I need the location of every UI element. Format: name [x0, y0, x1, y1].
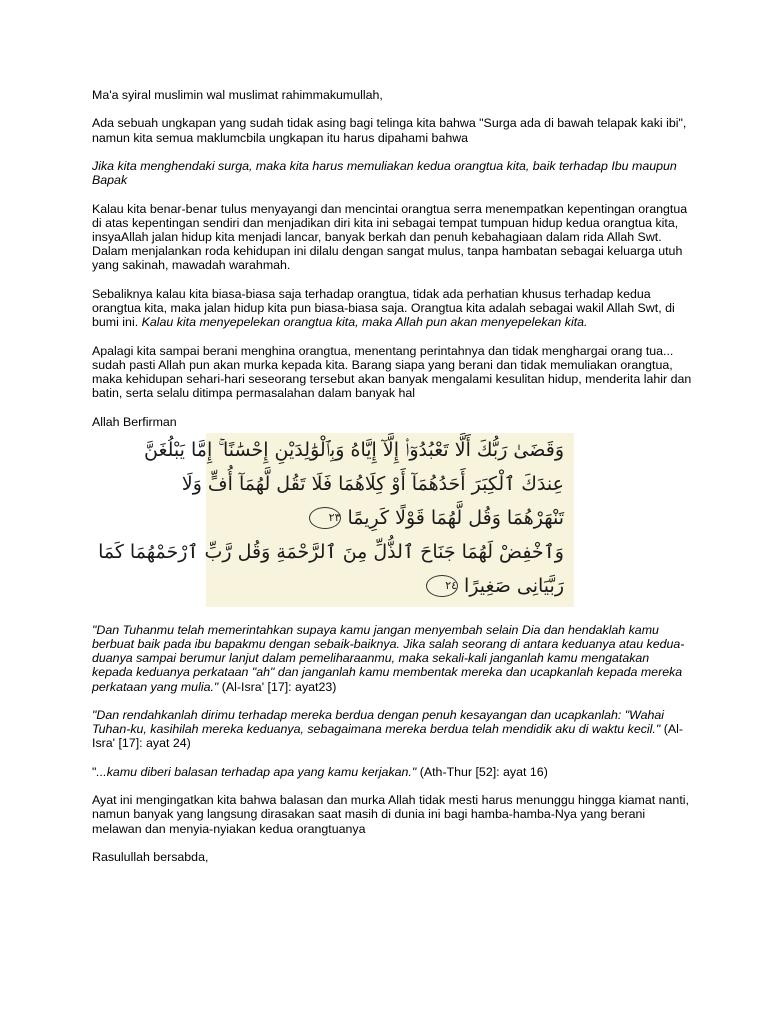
quran-verse-image	[98, 433, 574, 607]
arabic-line-2: عِندَكَ ٱلْكِبَرَ أَحَدُهُمَآ أَوْ كِلَاهُمَا فَلَا تَقُل لَّهُمَآ أُفٍّ وَلَا	[181, 472, 564, 495]
document-body	[92, 88, 692, 878]
open-quote: "	[92, 764, 97, 779]
ayah-number-23: ٢٣	[309, 507, 341, 529]
arabic-line-5-text: رَبَّيَانِى صَغِيرًا	[464, 574, 564, 597]
translation-ath-thur	[92, 765, 692, 779]
citation-ayat-24: (Al-Isra' [17]: ayat 24)	[92, 722, 683, 751]
arabic-line-3	[206, 501, 574, 535]
paragraph-conversely-text: Sebaliknya kalau kita biasa-biasa saja terhadap orangtua, tidak ada perhatian khusus terhadap kedua orangtua kita, maka jalan hidup kita pun biasa-biasa saja. Orangtua kita adalah sebagai wakil Allah Swt, di bumi ini.	[92, 286, 675, 330]
ayah-number-24: ٢٤	[426, 575, 458, 597]
citation-ayat-23: (Al-Isra' [17]: ayat23)	[218, 679, 337, 694]
paragraph-conversely-italic: Kalau kita menyepelekan orangtua kita, maka Allah pun akan menyepelekan kita.	[141, 315, 588, 330]
arabic-line-5	[206, 569, 574, 603]
arabic-line-1: وَقَضَىٰ رَبُّكَ أَلَّا تَعْبُدُوٓا۟ إِلَّآ إِيَّاهُ وَبِٱلْوَٰلِدَيْنِ إِحْسَٰنًا ۚ إِمَّا يَبْلُغَنَّ	[144, 438, 564, 461]
arabic-line-3-text: تَنْهَرْهُمَا وَقُل لَّهُمَا قَوْلًا كَرِيمًا	[347, 506, 564, 529]
paragraph-intro: Ada sebuah ungkapan yang sudah tidak asing bagi telinga kita bahwa "Surga ada di bawah telapak kaki ibi", namun kita semua maklumcbila ungkapan itu harus dipahami bahwa	[92, 116, 687, 145]
translation-ayat-24	[92, 708, 692, 751]
paragraph-love-parents: Kalau kita benar-benar tulus menyayangi dan mencintai orangtua serra menempatkan kepentingan orangtua di atas kepentingan sendiri dan menjadikan diri kita ini sebagai tempat tumpuan hidup kedua orangtua kita, insyaAllah jalan hidup kita menjadi lancar, banyak berkah dan penuh kebahagiaan dalam rida Allah Swt. Dalam menjalankan roda kehidupan ini dilalu dengan sangat mulus, tanpa hambatan sebagai keluarga utuh yang sakinah, mawadah warahmah.	[92, 201, 688, 273]
paragraph-italic-thesis: Jika kita menghendaki surga, maka kita harus memuliakan kedua orangtua kita, baik terhadap Ibu maupun Bapak	[92, 158, 677, 188]
translation-ayat-24-text: "Dan rendahkanlah dirimu terhadap mereka berdua dengan penuh kesayangan dan ucapkanlah: "Wahai Tuhan-ku, kasihilah mereka keduanya, sebagaimana mereka berdua telah mendidik aku di waktu kecil."	[92, 707, 665, 737]
allah-berfirman-heading: Allah Berfirman	[92, 414, 177, 429]
paragraph-reminder: Ayat ini mengingatkan kita bahwa balasan dan murka Allah tidak mesti harus menunggu hingga kiamat nanti, namun banyak yang langsung dirasakan saat masih di dunia ini bagi hamba-hamba-Nya yang berani melawan dan menyia-nyiakan kedua orangtuanya	[92, 793, 689, 836]
translation-ath-thur-text: ...kamu diberi balasan terhadap apa yang kamu kerjakan."	[96, 764, 417, 779]
paragraph-conversely	[92, 287, 692, 330]
rasulullah-heading: Rasulullah bersabda,	[92, 849, 209, 864]
paragraph-insult: Apalagi kita sampai berani menghina orangtua, menentang perintahnya dan tidak menghargai orang tua... sudah pasti Allah pun akan murka kepada kita. Barang siapa yang berani dan tidak memuliakan orangtua, maka kehidupan sehari-hari seseorang tersebut akan banyak mengalami kesulitan hidup, menderita lahir dan batin, serta selalu ditimpa permasalahan dalam banyak hal	[92, 343, 692, 401]
citation-ath-thur: (Ath-Thur [52]: ayat 16)	[416, 764, 548, 779]
arabic-line-4: وَٱخْفِضْ لَهُمَا جَنَاحَ ٱلذُّلِّ مِنَ ٱلرَّحْمَةِ وَقُل رَّبِّ ٱرْحَمْهُمَا كَمَا	[98, 540, 564, 563]
greeting: Ma'a syiral muslimin wal muslimat rahimmakumullah,	[92, 88, 383, 102]
translation-ayat-23	[92, 623, 692, 694]
translation-ayat-23-text: "Dan Tuhanmu telah memerintahkan supaya kamu jangan menyembah selain Dia dan hendaklah kamu berbuat baik pada ibu bapakmu dengan sebaik-baiknya. Jika salah seorang di antara keduanya atau kedua-duanya sampai berumur lanjut dalam pemeliharaanmu, maka sekali-kali janganlah kamu mengatakan kepada keduanya perkataan "ah" dan janganlah kamu membentak mereka dan ucapkanlah kepada mereka perkataan yang mulia."	[92, 622, 685, 694]
